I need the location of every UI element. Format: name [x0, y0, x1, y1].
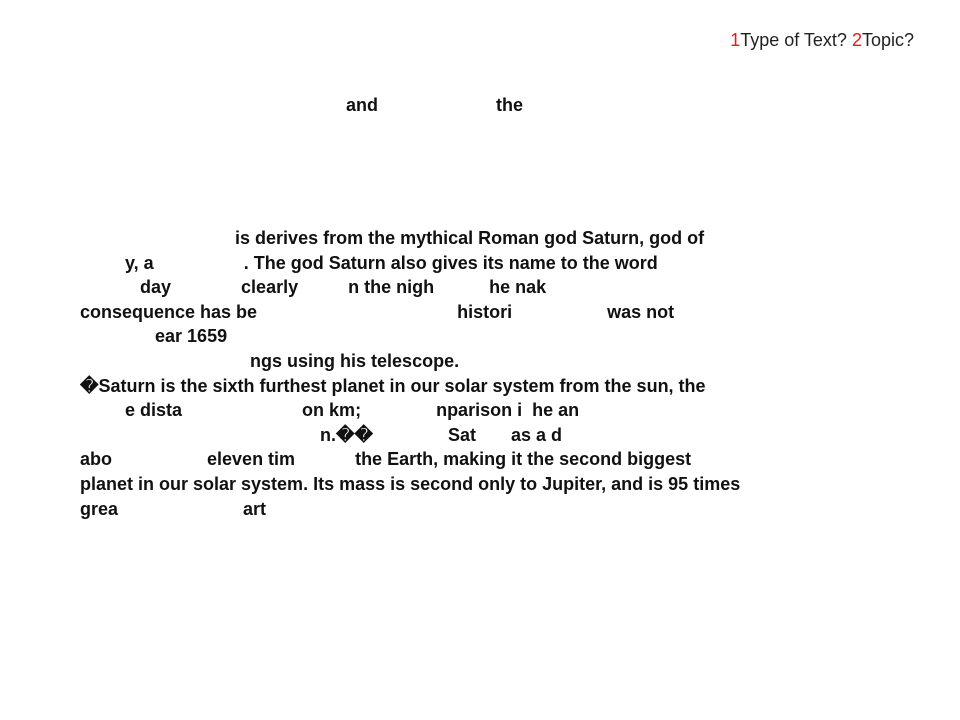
question-1-number: 1 — [730, 30, 741, 50]
question-2-text: Topic? — [861, 30, 914, 50]
text-line: �Saturn is the sixth furthest planet in our solar system from the sun, the — [80, 375, 706, 396]
fragment-the: the — [496, 95, 523, 115]
text-line: y, a . The god Saturn also gives its name to the word — [80, 252, 658, 273]
text-line: day clearly n the nigh he nak — [80, 277, 547, 298]
text-line: ngs using his telescope. — [80, 350, 460, 371]
text-line: consequence has be histori was not — [80, 301, 675, 322]
saturn-paragraph — [80, 226, 900, 521]
text-line: ear 1659 — [80, 326, 228, 347]
text-line: grea art — [80, 498, 267, 519]
text-line: n.�� Sat as a d — [80, 424, 563, 445]
question-1-text: Type of Text? — [740, 30, 852, 50]
text-line: e dista on km; nparison i he an — [80, 400, 580, 421]
text-line: planet in our solar system. Its mass is second only to Jupiter, and is 95 times — [80, 473, 741, 494]
question-2-number: 2 — [851, 30, 862, 50]
question-prompt — [730, 30, 914, 51]
text-line: is derives from the mythical Roman god Saturn, god of — [80, 228, 705, 248]
text-line: abo eleven tim the Earth, making it the second biggest — [80, 449, 692, 470]
fragment-and: and — [346, 95, 379, 115]
